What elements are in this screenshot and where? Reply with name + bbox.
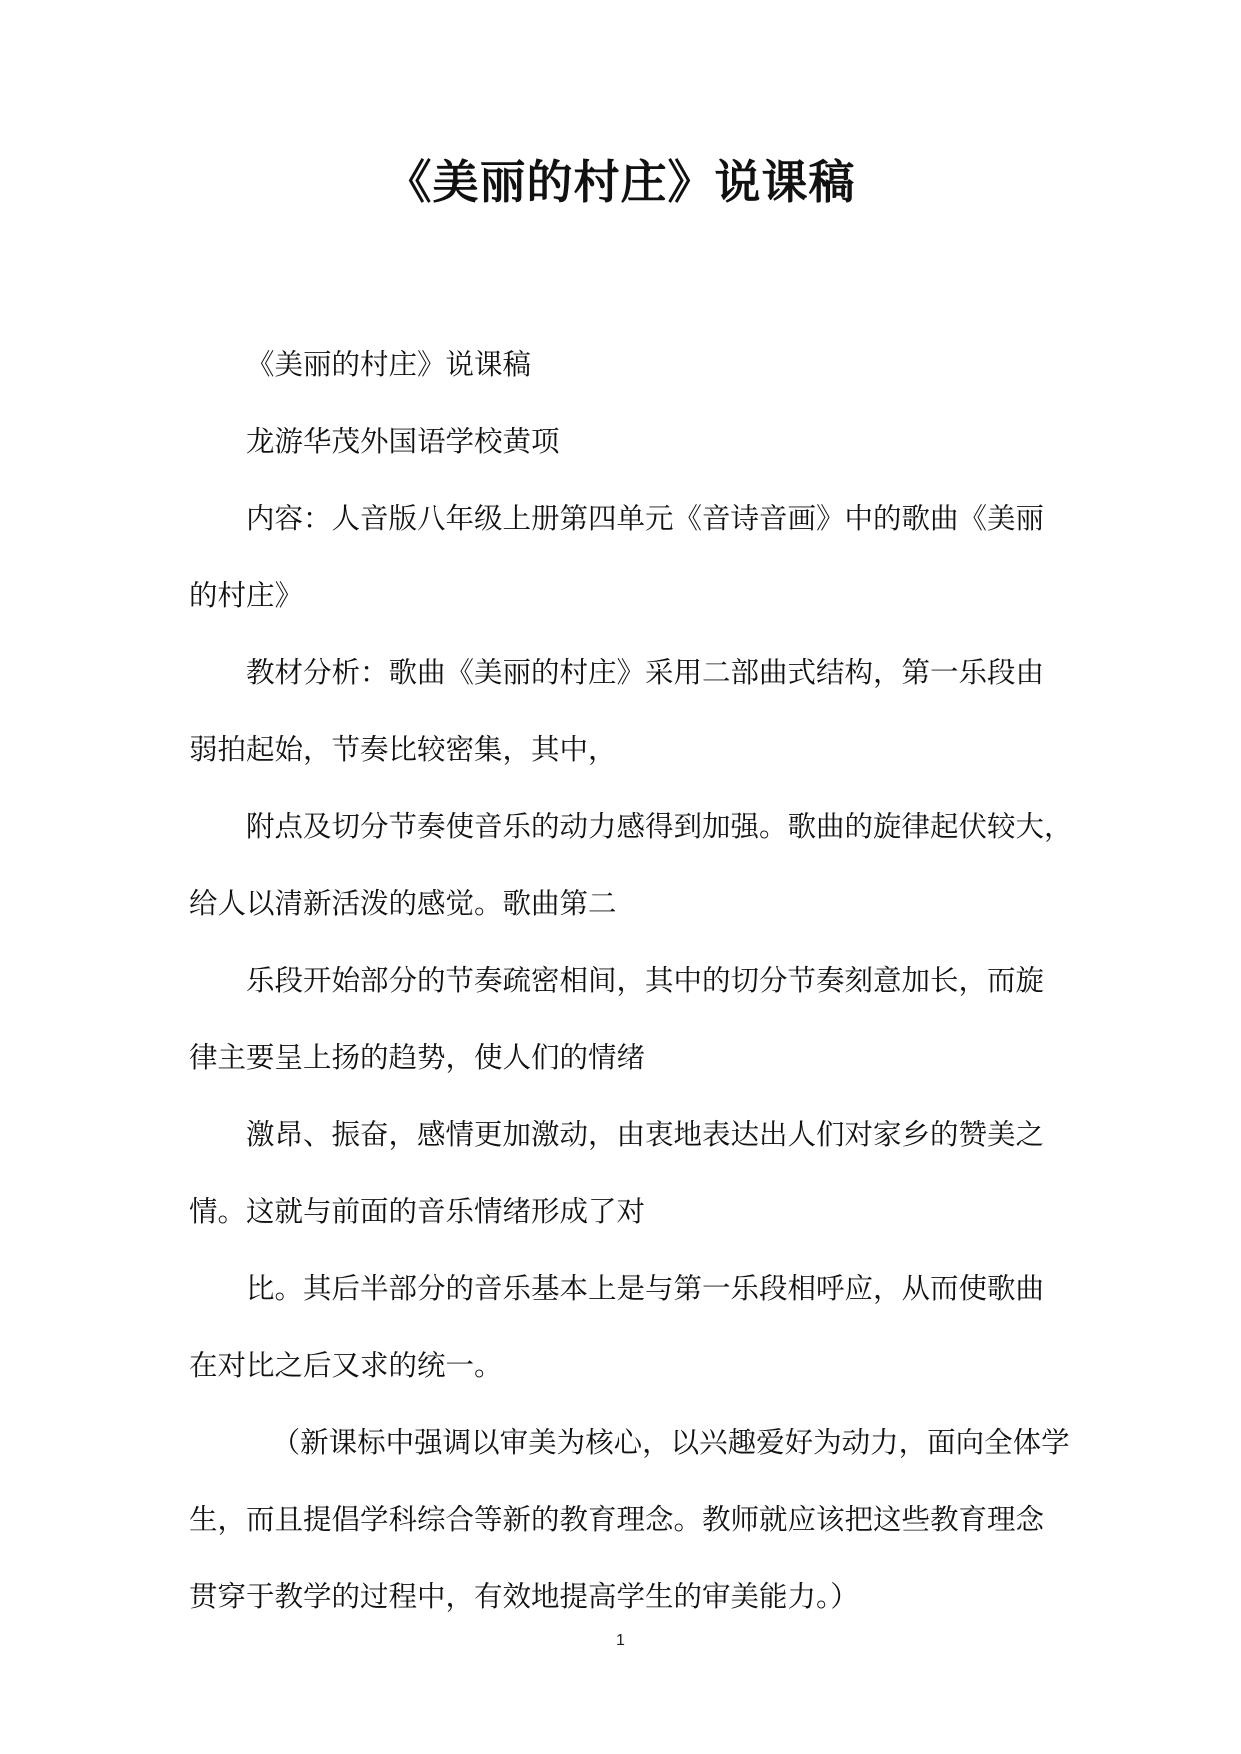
paragraph-curriculum [189,1404,1070,1635]
paragraph-line: 的村庄》 [189,579,304,612]
paragraph-line: 在对比之后又求的统一。 [189,1349,503,1382]
paragraph-second-section [189,942,1061,1096]
paragraph-line: 律主要呈上扬的趋势，使人们的情绪 [189,1041,646,1074]
paragraph-line: 给人以清新活泼的感觉。歌曲第二 [189,887,617,920]
paragraph-line: 弱拍起始，节奏比较密集，其中， [189,733,617,766]
paragraph-line: 贯穿于教学的过程中，有效地提高学生的审美能力。） [189,1580,859,1613]
document-title: 《美丽的村庄》说课稿 [385,155,856,209]
paragraph-title-repeat [189,326,1061,403]
paragraph-line: （新课标中强调以审美为核心，以兴趣爱好为动力，面向全体学 [271,1426,1070,1459]
paragraph-line: 龙游华茂外国语学校黄项 [246,425,560,458]
paragraph-line: 生，而且提倡学科综合等新的教育理念。教师就应该把这些教育理念 [189,1503,1045,1536]
page-number: 1 [616,1632,625,1649]
paragraph-content [189,480,1061,634]
paragraph-line: 教材分析：歌曲《美丽的村庄》采用二部曲式结构，第一乐段由 [246,656,1045,689]
paragraph-analysis [189,634,1061,788]
paragraph-line: 激昂、振奋，感情更加激动，由衷地表达出人们对家乡的赞美之 [246,1118,1045,1151]
paragraph-line: 附点及切分节奏使音乐的动力感得到加强。歌曲的旋律起伏较大， [246,810,1073,843]
paragraph-rhythm [189,788,1073,942]
paragraph-contrast [189,1250,1061,1404]
document-body [189,326,1073,1635]
paragraph-line: 内容：人音版八年级上册第四单元《音诗音画》中的歌曲《美丽 [246,502,1045,535]
paragraph-emotion [189,1096,1061,1250]
paragraph-line: 情。这就与前面的音乐情绪形成了对 [189,1195,646,1228]
paragraph-line: 比。其后半部分的音乐基本上是与第一乐段相呼应，从而使歌曲 [246,1272,1045,1305]
paragraph-line: 乐段开始部分的节奏疏密相间，其中的切分节奏刻意加长，而旋 [246,964,1045,997]
paragraph-line: 《美丽的村庄》说课稿 [246,348,532,381]
paragraph-author [189,403,1061,480]
